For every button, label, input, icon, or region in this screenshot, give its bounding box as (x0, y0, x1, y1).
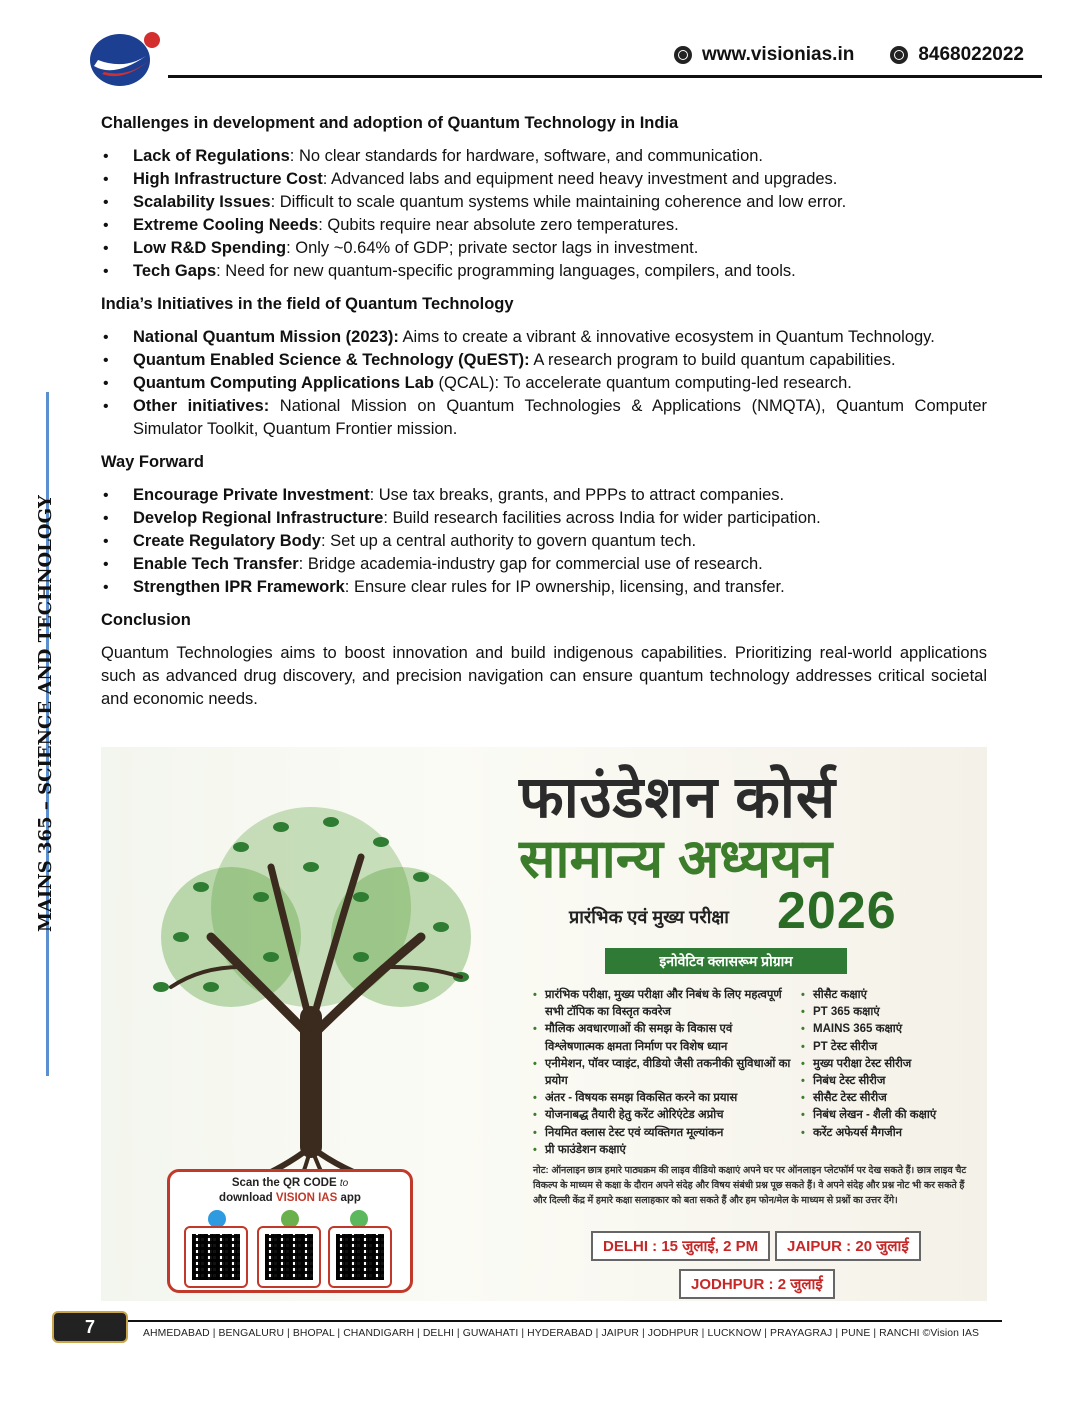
banner-features-right (801, 987, 981, 1142)
way-forward-item-term: Enable Tech Transfer (133, 555, 299, 573)
website-link[interactable]: www.visionias.in (701, 44, 855, 65)
challenge-item-description: : Advanced labs and equipment need heavy investment and upgrades. (322, 170, 838, 188)
challenge-item (101, 168, 987, 191)
qr-code-android[interactable] (257, 1226, 321, 1288)
banner-feature: • मौलिक अवधारणाओं की समझ के विकास एवं विश्लेषणात्मक क्षमता निर्माण पर विशेष ध्यान (533, 1021, 791, 1055)
challenge-item-description: : No clear standards for hardware, software, and communication. (289, 147, 764, 165)
initiative-item-description: National Mission on Quantum Technologies & Applications (NMQTA), Quantum Computer Simulator Toolkit, Quantum Frontier mission. (133, 397, 988, 438)
challenge-item (101, 145, 987, 168)
way-forward-item (101, 576, 987, 599)
phone-number: 8468022022 (918, 44, 1024, 65)
conclusion-text: Quantum Technologies aims to boost innovation and build indigenous capabilities. Prioritizing real-world applications such as advanced drug discovery, and precision navigation can ensure quantum technology addresses critical societal and economic needs. (101, 644, 987, 708)
delhi-batch-badge (591, 1231, 770, 1261)
banner-features-left (533, 987, 791, 1159)
challenge-item-term: Low R&D Spending (133, 239, 287, 257)
banner-year: 2026 (777, 882, 897, 940)
initiative-item-term: Other initiatives: (133, 397, 270, 415)
way-forward-item-term: Develop Regional Infrastructure (133, 509, 384, 527)
challenge-item-description: : Qubits require near absolute zero temperatures. (318, 216, 679, 234)
challenge-item-description: : Difficult to scale quantum systems while maintaining coherence and low error. (270, 193, 847, 211)
challenge-item-term: Tech Gaps (133, 262, 217, 280)
vision-ias-logo (84, 26, 164, 88)
way-forward-item (101, 507, 987, 530)
initiative-item-description: Aims to create a vibrant & innovative ecosystem in Quantum Technology. (398, 328, 935, 346)
initiative-item (101, 326, 987, 349)
conclusion-heading: Conclusion (101, 611, 191, 629)
way-forward-item-term: Strengthen IPR Framework (133, 578, 345, 596)
banner-feature: • PT 365 कक्षाएं (801, 1004, 981, 1021)
phone-icon (890, 46, 908, 64)
initiative-item (101, 349, 987, 372)
challenge-item-term: Extreme Cooling Needs (133, 216, 319, 234)
initiative-item-term: Quantum Computing Applications Lab (133, 374, 434, 392)
initiatives-list (101, 326, 987, 441)
foundation-course-banner[interactable] (101, 747, 987, 1301)
initiative-item-description: A research program to build quantum capabilities. (529, 351, 896, 369)
way-forward-item-description: : Ensure clear rules for IP ownership, licensing, and transfer. (344, 578, 785, 596)
banner-feature: • योजनाबद्ध तैयारी हेतु करेंट ओरिएंटेड अप्रोच (533, 1107, 791, 1124)
challenge-item-term: High Infrastructure Cost (133, 170, 323, 188)
banner-feature: • MAINS 365 कक्षाएं (801, 1021, 981, 1038)
qr-code-web[interactable] (184, 1226, 248, 1288)
banner-feature: • PT टेस्ट सीरीज (801, 1039, 981, 1056)
footer-cities: AHMEDABAD | BENGALURU | BHOPAL | CHANDIGARH | DELHI | GUWAHATI | HYDERABAD | JAIPUR | JODHPUR | LUCKNOW | PRAYAGRAJ | PUNE | RANCHI ©Vision IAS (143, 1328, 980, 1339)
qr-code-ios[interactable] (328, 1226, 392, 1288)
banner-feature: • मुख्य परीक्षा टेस्ट सीरीज (801, 1056, 981, 1073)
jodhpur-city: JODHPUR : (691, 1276, 774, 1293)
main-content (101, 112, 987, 711)
way-forward-item (101, 484, 987, 507)
banner-subtitle: प्रारंभिक एवं मुख्य परीक्षा (569, 907, 729, 927)
qr-download-panel (167, 1169, 413, 1293)
way-forward-list (101, 484, 987, 599)
jodhpur-batch-badge (679, 1269, 835, 1299)
jaipur-batch-badge (775, 1231, 921, 1261)
header-contact (674, 44, 1024, 66)
challenge-item-description: : Need for new quantum-specific programming languages, compilers, and tools. (216, 262, 796, 280)
page-number: 7 (52, 1311, 128, 1343)
banner-program-label: इनोवेटिव क्लासरूम प्रोग्राम (605, 948, 847, 974)
banner-feature: • एनीमेशन, पॉवर प्वाइंट, वीडियो जैसी तकनीकी सुविधाओं का प्रयोग (533, 1056, 791, 1090)
way-forward-item-term: Create Regulatory Body (133, 532, 321, 550)
delhi-city: DELHI : (603, 1238, 658, 1255)
way-forward-item-description: : Build research facilities across India for wider participation. (383, 509, 821, 527)
banner-title-line1: फाउंडेशन कोर्स (519, 765, 837, 830)
jaipur-date: 20 जुलाई (855, 1238, 909, 1255)
challenge-item (101, 214, 987, 237)
way-forward-item-term: Encourage Private Investment (133, 486, 370, 504)
challenge-item-term: Lack of Regulations (133, 147, 290, 165)
initiative-item (101, 372, 987, 395)
initiative-item (101, 395, 987, 441)
jaipur-city: JAIPUR : (787, 1238, 852, 1255)
banner-feature: • अंतर - विषयक समझ विकसित करने का प्रयास (533, 1090, 791, 1107)
challenge-item (101, 191, 987, 214)
banner-feature: • प्री फाउंडेशन कक्षाएं (533, 1142, 791, 1159)
qr-heading: Scan the QR CODE to download VISION IAS app (219, 1177, 361, 1204)
initiative-item-term: National Quantum Mission (2023): (133, 328, 399, 346)
banner-note: नोट: ऑनलाइन छात्र हमारे पाठ्यक्रम की लाइव वीडियो कक्षाएं अपने घर पर ऑनलाइन प्लेटफॉर्म पर देख सकते हैं। छात्र लाइव चैट विकल्प के माध्यम से कक्षा के दौरान अपने संदेह और विषय संबंधी प्रश्न पूछ सकते हैं। वे अपने संदेह और प्रश्न नोट भी कर सकते हैं और दिल्ली केंद्र में हमारे कक्षा सलाहकार को बता सकते हैं और हम फोन/मेल के माध्यम से प्रश्नों का उत्तर देंगे। (533, 1165, 967, 1206)
way-forward-item (101, 530, 987, 553)
banner-feature: • सीसैट टेस्ट सीरीज (801, 1090, 981, 1107)
way-forward-item-description: : Bridge academia-industry gap for commercial use of research. (298, 555, 763, 573)
way-forward-heading: Way Forward (101, 453, 204, 471)
banner-feature: • सीसैट कक्षाएं (801, 987, 981, 1004)
banner-feature: • करेंट अफेयर्स मैगजीन (801, 1125, 981, 1142)
globe-icon (674, 46, 692, 64)
challenge-item (101, 237, 987, 260)
sidebar-label: MAINS 365 – SCIENCE AND TECHNOLOGY (35, 495, 56, 932)
challenge-item (101, 260, 987, 283)
banner-feature: • निबंध लेखन - शैली की कक्षाएं (801, 1107, 981, 1124)
way-forward-item-description: : Set up a central authority to govern quantum tech. (320, 532, 697, 550)
jodhpur-date: 2 जुलाई (777, 1276, 823, 1293)
initiative-item-description: (QCAL): To accelerate quantum computing-led research. (433, 374, 852, 392)
banner-title-line2: सामान्य अध्ययन (519, 829, 833, 889)
initiative-item-term: Quantum Enabled Science & Technology (QuEST): (133, 351, 530, 369)
banner-feature: • निबंध टेस्ट सीरीज (801, 1073, 981, 1090)
banner-feature: • नियमित क्लास टेस्ट एवं व्यक्तिगत मूल्यांकन (533, 1125, 791, 1142)
challenges-list (101, 145, 987, 283)
initiatives-heading: India’s Initiatives in the field of Quantum Technology (101, 295, 514, 313)
header-divider (168, 75, 1042, 78)
challenge-item-term: Scalability Issues (133, 193, 271, 211)
banner-feature: • प्रारंभिक परीक्षा, मुख्य परीक्षा और निबंध के लिए महत्वपूर्ण सभी टॉपिक का विस्तृत कवरेज (533, 987, 791, 1021)
way-forward-item (101, 553, 987, 576)
challenge-item-description: : Only ~0.64% of GDP; private sector lags in investment. (286, 239, 699, 257)
way-forward-item-description: : Use tax breaks, grants, and PPPs to attract companies. (369, 486, 785, 504)
delhi-date: 15 जुलाई, 2 PM (661, 1238, 759, 1255)
challenges-heading: Challenges in development and adoption of Quantum Technology in India (101, 114, 679, 132)
footer-divider (128, 1320, 1002, 1322)
